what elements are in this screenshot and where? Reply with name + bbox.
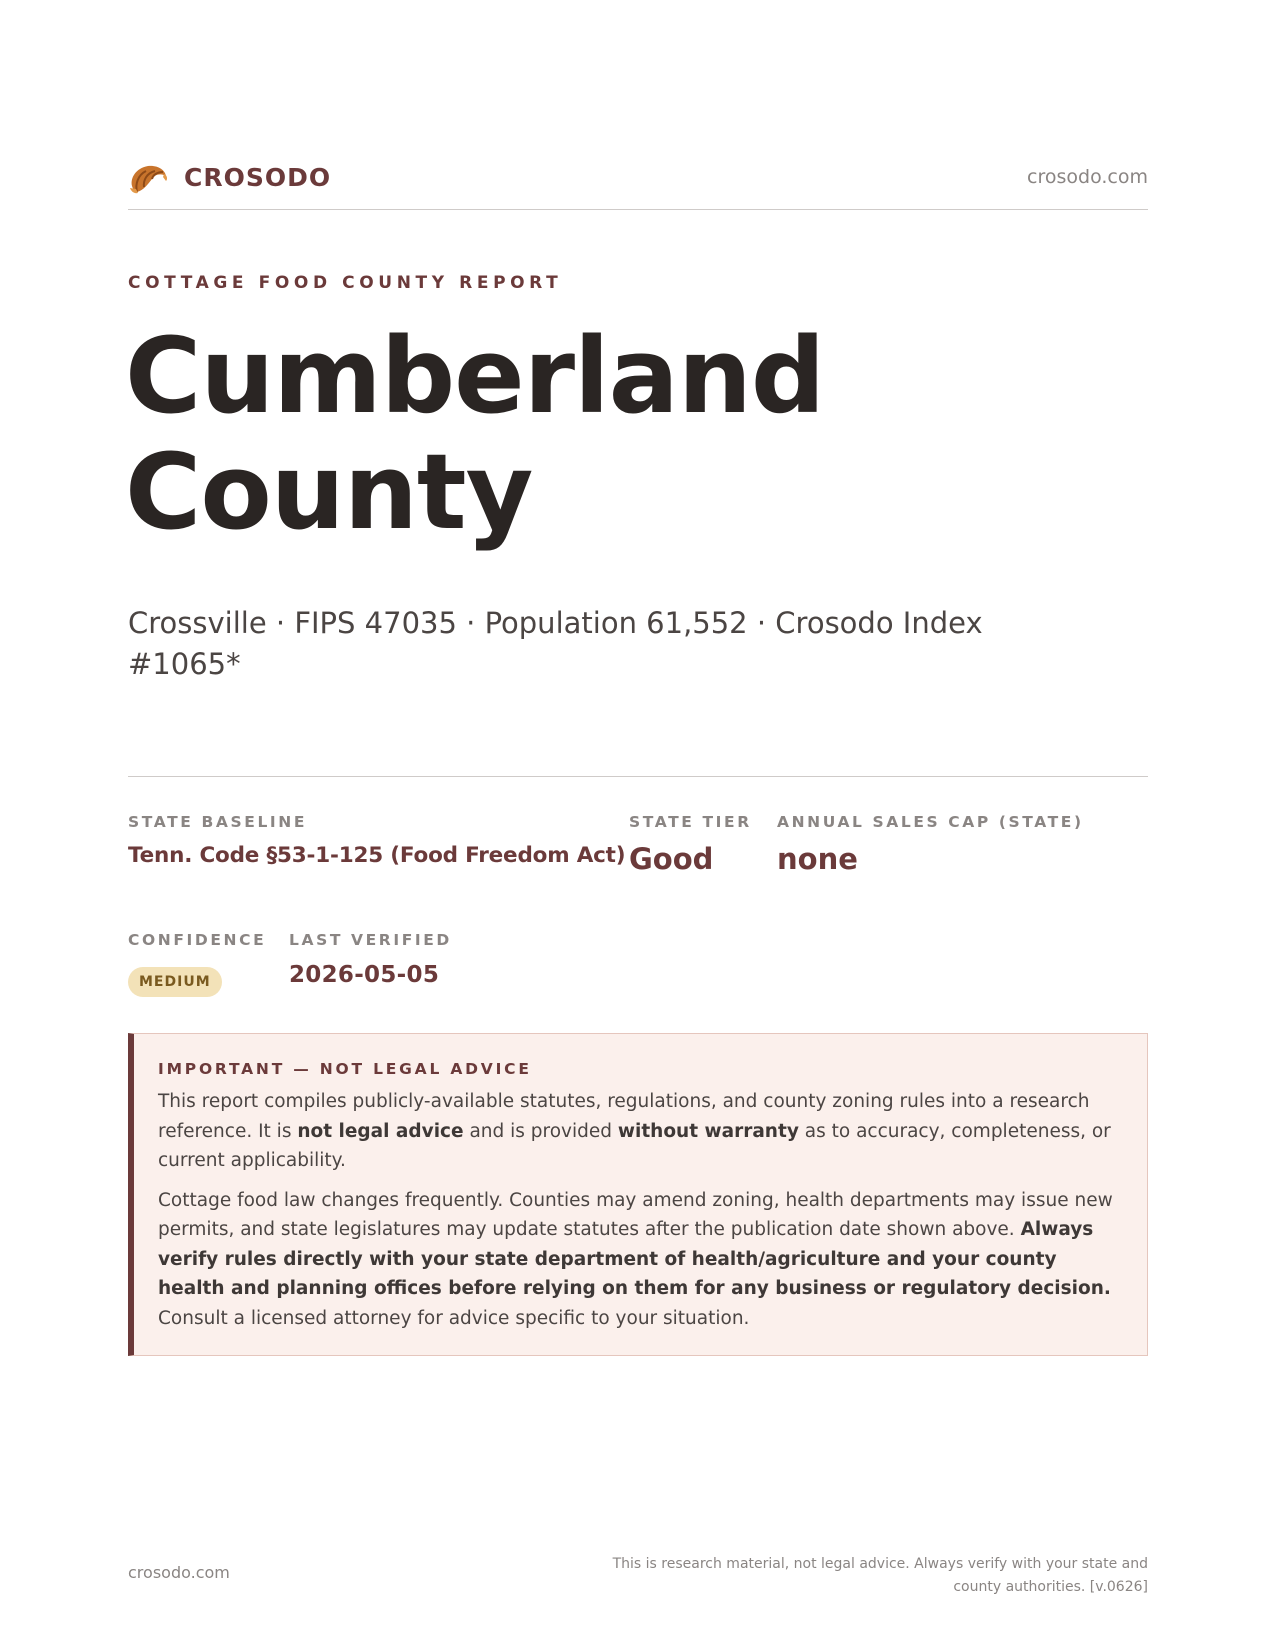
section-divider: [128, 776, 1148, 777]
confidence-badge: MEDIUM: [128, 967, 222, 997]
notice-emphasis: not legal advice: [297, 1120, 464, 1142]
notice-text: Cottage food law changes frequently. Counties may amend zoning, health departments may issue new permits, and state legislatures may update statutes after the publication date shown above.: [158, 1189, 1113, 1240]
notice-paragraph-1: [158, 1087, 1121, 1176]
notice-emphasis: Always verify rules directly with your state department of health/agriculture and your county health and planning offices before relying on them for any business or regulatory decision.: [158, 1219, 1111, 1299]
sales-cap-field: [777, 813, 1084, 876]
report-eyebrow: COTTAGE FOOD COUNTY REPORT: [128, 273, 563, 293]
sales-cap-value: none: [777, 842, 858, 876]
last-verified-label: LAST VERIFIED: [289, 931, 452, 949]
footer-disclaimer: This is research material, not legal advice. Always verify with your state and county authorities. [v.0626]: [612, 1556, 1148, 1595]
notice-text: as to accuracy, completeness, or current applicability.: [158, 1120, 1111, 1171]
page-title: [125, 315, 825, 553]
sales-cap-label: ANNUAL SALES CAP (STATE): [777, 813, 1084, 831]
state-tier-value: Good: [629, 842, 714, 876]
confidence-label: CONFIDENCE: [128, 931, 267, 949]
footer-site-url[interactable]: crosodo.com: [128, 1563, 230, 1582]
confidence-field: [128, 931, 266, 997]
notice-text: This report compiles publicly-available statutes, regulations, and county zoning rules into a research reference. It is: [158, 1091, 1090, 1142]
last-verified-value: 2026-05-05: [289, 962, 440, 988]
croissant-icon: [128, 160, 168, 196]
state-baseline-field: [128, 813, 625, 868]
brand-name: CROSODO: [184, 163, 332, 192]
brand[interactable]: [128, 160, 331, 196]
state-baseline-label: STATE BASELINE: [128, 813, 308, 831]
report-page: [125, 0, 1148, 1650]
last-verified-field: [289, 931, 452, 988]
state-tier-label: STATE TIER: [629, 813, 752, 831]
notice-paragraph-2: [158, 1186, 1121, 1334]
county-subtitle: Crossville · FIPS 47035 · Population 61,552 · Crosodo Index #1065*: [128, 606, 983, 681]
page-header: [128, 160, 1148, 210]
notice-title: IMPORTANT — NOT LEGAL ADVICE: [158, 1060, 532, 1078]
site-url-link[interactable]: crosodo.com: [1027, 166, 1148, 188]
legal-notice-box: [128, 1033, 1148, 1356]
title-line-2: County: [125, 431, 533, 553]
state-baseline-value: Tenn. Code §53-1-125 (Food Freedom Act): [128, 843, 626, 868]
notice-text: and is provided: [463, 1120, 618, 1142]
title-line-1: Cumberland: [125, 315, 825, 437]
notice-text: Consult a licensed attorney for advice specific to your situation.: [158, 1307, 750, 1329]
notice-emphasis: without warranty: [617, 1120, 799, 1142]
state-tier-field: [629, 813, 752, 876]
